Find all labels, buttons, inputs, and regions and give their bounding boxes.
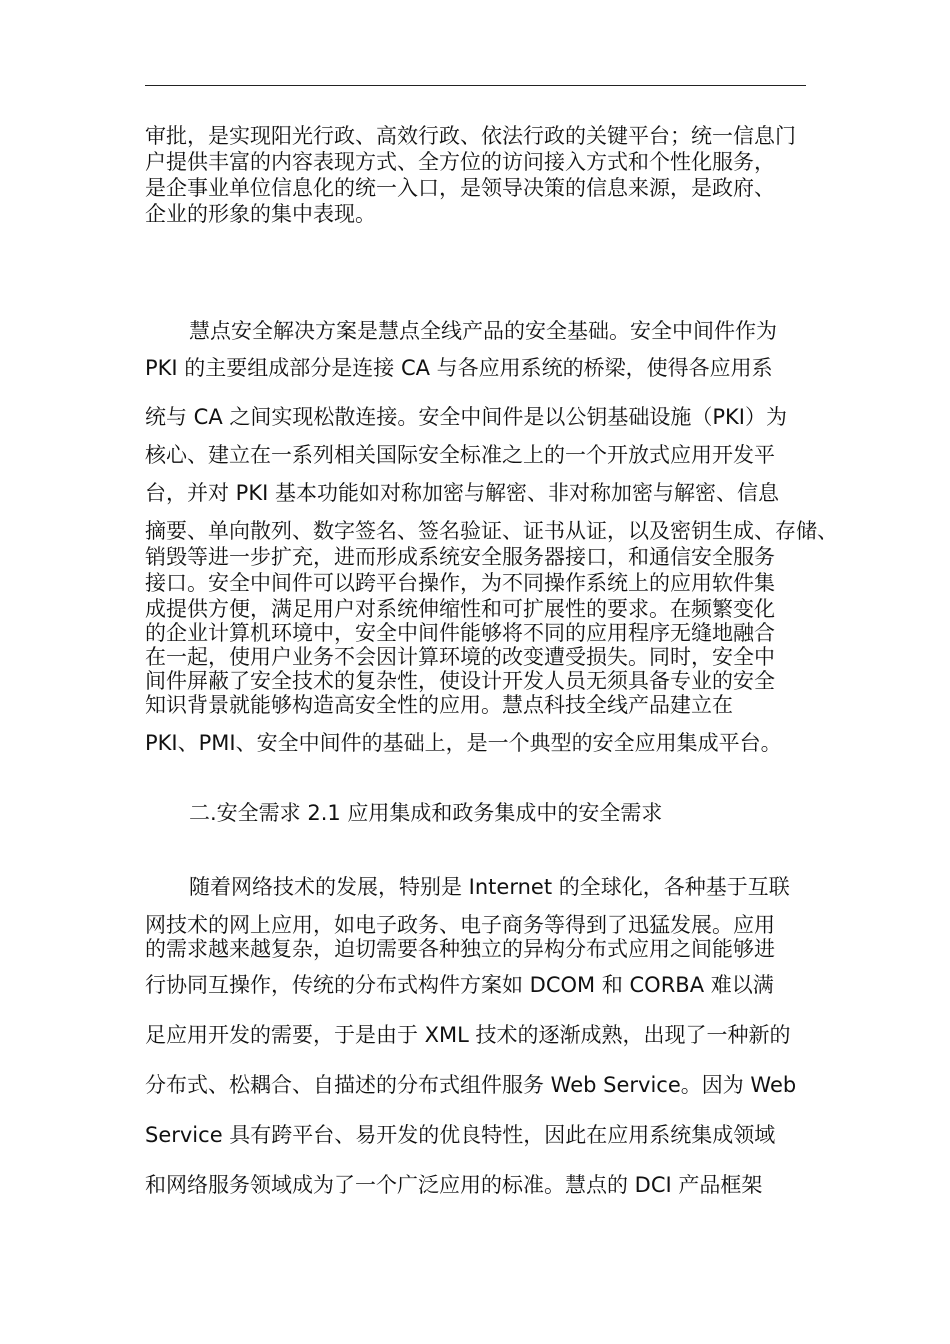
text-line: 和网络服务领域成为了一个广泛应用的标准。慧点的 DCI 产品框架 xyxy=(145,1173,763,1197)
text-line: 接口。安全中间件可以跨平台操作，为不同操作系统上的应用软件集 xyxy=(145,571,775,595)
text-line: 知识背景就能够构造高安全性的应用。慧点科技全线产品建立在 xyxy=(145,693,733,717)
text-line: 慧点安全解决方案是慧点全线产品的安全基础。安全中间件作为 xyxy=(189,319,777,343)
section-heading: 二.安全需求 2.1 应用集成和政务集成中的安全需求 xyxy=(189,801,663,825)
text-line: 销毁等进一步扩充，进而形成系统安全服务器接口，和通信安全服务 xyxy=(145,545,775,569)
text-line: 是企事业单位信息化的统一入口，是领导决策的信息来源，是政府、 xyxy=(145,176,775,200)
header-rule xyxy=(145,85,806,86)
text-line: 足应用开发的需要，于是由于 XML 技术的逐渐成熟，出现了一种新的 xyxy=(145,1023,791,1047)
text-line: PKI 的主要组成部分是连接 CA 与各应用系统的桥梁，使得各应用系 xyxy=(145,356,773,380)
text-line: 审批，是实现阳光行政、高效行政、依法行政的关键平台；统一信息门 xyxy=(145,124,796,148)
text-line: Service 具有跨平台、易开发的优良特性，因此在应用系统集成领域 xyxy=(145,1123,776,1147)
text-line: 统与 CA 之间实现松散连接。安全中间件是以公钥基础设施（PKI）为 xyxy=(145,405,788,429)
text-line: 网技术的网上应用，如电子政务、电子商务等得到了迅猛发展。应用 xyxy=(145,913,775,937)
text-line: 台，并对 PKI 基本功能如对称加密与解密、非对称加密与解密、信息 xyxy=(145,481,779,505)
text-line: 摘要、单向散列、数字签名、签名验证、证书从证，以及密钥生成、存储、 xyxy=(145,519,838,543)
text-line: 随着网络技术的发展，特别是 Internet 的全球化，各种基于互联 xyxy=(189,875,790,899)
text-line: 的企业计算机环境中，安全中间件能够将不同的应用程序无缝地融合 xyxy=(145,621,775,645)
text-line: 核心、建立在一系列相关国际安全标准之上的一个开放式应用开发平 xyxy=(145,443,775,467)
text-line: 成提供方便，满足用户对系统伸缩性和可扩展性的要求。在频繁变化 xyxy=(145,597,775,621)
text-line: 在一起，使用户业务不会因计算环境的改变遭受损失。同时，安全中 xyxy=(145,645,775,669)
text-line: 的需求越来越复杂，迫切需要各种独立的异构分布式应用之间能够进 xyxy=(145,937,775,961)
text-line: PKI、PMI、安全中间件的基础上，是一个典型的安全应用集成平台。 xyxy=(145,731,782,755)
text-line: 行协同互操作，传统的分布式构件方案如 DCOM 和 CORBA 难以满 xyxy=(145,973,774,997)
text-line: 间件屏蔽了安全技术的复杂性，使设计开发人员无须具备专业的安全 xyxy=(145,669,775,693)
text-line: 企业的形象的集中表现。 xyxy=(145,202,376,226)
text-line: 户提供丰富的内容表现方式、全方位的访问接入方式和个性化服务， xyxy=(145,150,775,174)
text-line: 分布式、松耦合、自描述的分布式组件服务 Web Service。因为 Web xyxy=(145,1073,797,1097)
